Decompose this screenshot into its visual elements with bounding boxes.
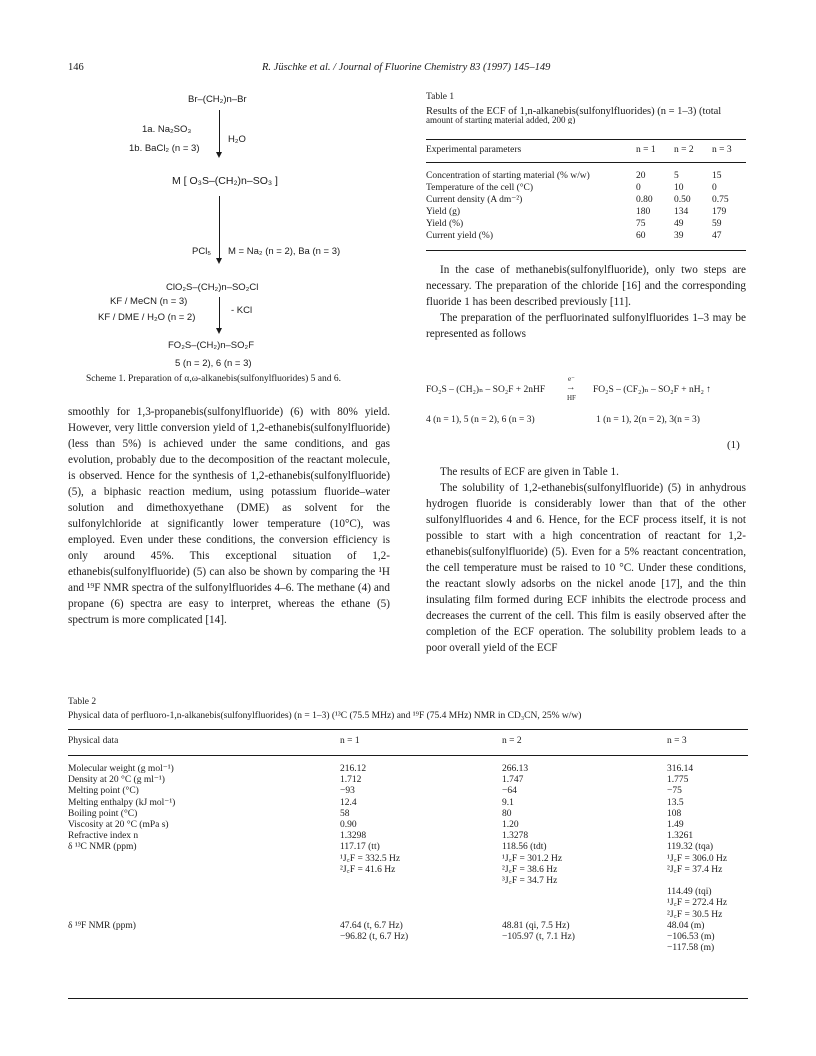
table2-row-value: 316.14 xyxy=(667,764,694,774)
table1-row-value: 39 xyxy=(674,231,684,241)
table1-header-row xyxy=(426,145,746,155)
table2-row-value xyxy=(502,910,667,921)
page-number: 146 xyxy=(68,62,84,73)
table2-row-label xyxy=(68,854,340,865)
table1-row-label: Current yield (%) xyxy=(426,231,494,241)
table1-row-value: 49 xyxy=(674,219,684,229)
table2-row-value: 108 xyxy=(667,808,682,819)
right-paragraph-1: In the case of methanebis(sulfonylfluoride), only two steps are necessary. The preparation of the chloride [16] and the corresponding fluoride 1 has been described previously [11]. xyxy=(426,264,746,308)
running-head: R. Jüschke et al. / Journal of Fluorine Chemistry 83 (1997) 145–149 xyxy=(262,62,551,73)
table2-row xyxy=(68,809,748,820)
table1-header: Experimental parameters xyxy=(426,145,522,155)
table2-row xyxy=(68,887,748,898)
table1-row-value: 60 xyxy=(636,231,646,241)
table2-row-value: ²J꜀F = 37.4 Hz xyxy=(667,864,723,875)
right-column-text-top xyxy=(426,262,746,342)
table2-row-value: −96.82 (t, 6.7 Hz) xyxy=(340,932,409,943)
equation-labels-left: 4 (n = 1), 5 (n = 2), 6 (n = 3) xyxy=(426,415,535,425)
table2-row-value: 1.712 xyxy=(340,775,362,786)
scheme-arrowhead-3 xyxy=(216,328,222,334)
equation-above: e⁻ xyxy=(568,375,575,383)
table2-row-value: 47.64 (t, 6.7 Hz) xyxy=(340,920,403,931)
table2-row xyxy=(68,865,748,876)
table2-row-value: 119.32 (tqa) xyxy=(667,842,714,853)
table1-header: n = 1 xyxy=(636,145,656,155)
table1-row-value: 10 xyxy=(674,183,684,193)
table1-row-value: 0.80 xyxy=(636,195,653,205)
table2-row-label xyxy=(68,876,340,887)
table1-row-label: Yield (g) xyxy=(426,207,461,217)
table1-grid xyxy=(426,145,746,155)
table1-header-rule xyxy=(426,162,746,163)
table2-header xyxy=(68,736,748,746)
table1-label: Table 1 xyxy=(426,92,455,102)
table2-row-label: Molecular weight (g mol⁻¹) xyxy=(68,764,174,774)
table2-row-value xyxy=(340,887,502,898)
right-paragraph-3: The results of ECF are given in Table 1. xyxy=(440,466,619,478)
table2-header: n = 1 xyxy=(340,736,360,746)
table2-row-value xyxy=(340,898,502,909)
right-paragraph-4: The solubility of 1,2-ethanebis(sulfonylfluoride) (5) in anhydrous hydrogen fluoride is considerably lower than that of the other sulfonylfluorides 4 and 6. Hence, for the ECF process itself, it is not possible to start with a high concentration of reactant for 1,2-ethanebis(sulfonylfluoride) (5). Even for a 5% reactant concentration, the cell temperature must be raised to 10 °C. Under these conditions, the reactant slowly adsorbs on the nickel anode [17], and the thin insulating film formed during ECF inhibits the electrode process and decreases the current of the cell. This film is easily observed after the completion of the ECF operation. The solubility problem leads to a poor overall yield of the ECF xyxy=(426,482,746,654)
table1-row-value: 0 xyxy=(636,183,641,193)
right-column-text-bottom xyxy=(426,464,746,656)
table2-row xyxy=(68,786,748,797)
table1-row-value: 75 xyxy=(636,219,646,229)
equation-arrow: → xyxy=(566,383,576,393)
scheme-arrow-3 xyxy=(219,297,220,330)
left-column-text xyxy=(68,404,390,628)
table2-row-value: 48.04 (m) xyxy=(667,920,705,931)
table1-row-label: Temperature of the cell (°C) xyxy=(426,183,534,193)
table2-row-label xyxy=(68,887,340,898)
table1-row-label: Concentration of starting material (% w/w) xyxy=(426,171,590,181)
table2-row-value: ²J꜀F = 30.5 Hz xyxy=(667,909,723,920)
equation-number: (1) xyxy=(727,439,740,451)
table1-row-value: 179 xyxy=(712,207,727,217)
table2-bottom-rule xyxy=(68,998,748,999)
table2-row-label: Boiling point (°C) xyxy=(68,808,138,819)
table1-row xyxy=(426,206,746,218)
table2-row-label: δ ¹³C NMR (ppm) xyxy=(68,842,137,853)
table2-row xyxy=(68,820,748,831)
table2-row xyxy=(68,775,748,786)
scheme-reagent-1a: 1a. Na₂SO₃ xyxy=(142,124,192,135)
table2-row-label: Viscosity at 20 °C (mPa s) xyxy=(68,820,169,831)
table2-row-label: Melting point (°C) xyxy=(68,786,139,797)
left-paragraph: smoothly for 1,3-propanebis(sulfonylfluoride) (6) with 80% yield. However, very little conversion yield of 1,2-ethanebis(sulfonylfluoride) (less than 5%) is achieved under the same conditions, and gas evolution, probably due to the decomposition of the reactant molecule, is observed. Hence for the synthesis of 1,2-ethanebis(sulfonylfluoride) (5), a biphasic reaction medium, using potassium fluoride–water solution and dimethoxyethane (DME) as solvent for the sulfonylchloride at significantly lower temperature (10°C), was employed. Even under these conditions, the conversion efficiency is only around 45%. This exceptional situation of 1,2-ethanebis(sulfonylfluoride) (5) can also be shown by comparing the ¹H and ¹⁹F NMR spectra of the sulfonylfluorides 4–6. The methane (4) and propane (6) spectra are easy to interpret, whereas the ethane (5) spectrum is more complicated [14]. xyxy=(68,406,390,626)
table2-row xyxy=(68,932,748,943)
table2-row-value: 9.1 xyxy=(502,797,514,808)
table2-row xyxy=(68,798,748,809)
table2-header-rule xyxy=(68,755,748,756)
table2-row-value xyxy=(340,910,502,921)
scheme-byproduct-3: - KCl xyxy=(231,305,253,316)
table2-row xyxy=(68,910,748,921)
table1-row-value: 134 xyxy=(674,207,689,217)
table2-row-value: ¹J꜀F = 306.0 Hz xyxy=(667,853,728,864)
equation-below: HF xyxy=(567,394,576,402)
table1-row-value: 20 xyxy=(636,171,646,181)
table1-bottom-rule xyxy=(426,250,746,251)
equation-labels-right: 1 (n = 1), 2(n = 2), 3(n = 3) xyxy=(596,415,700,425)
table2-row-value: 13.5 xyxy=(667,797,684,808)
table2-row-value: ¹J꜀F = 272.4 Hz xyxy=(667,898,728,909)
right-paragraph-2: The preparation of the perfluorinated sulfonylfluorides 1–3 may be represented as follows xyxy=(426,312,746,340)
scheme-start: Br–(CH₂)n–Br xyxy=(188,94,247,105)
table2-row-value: 1.3261 xyxy=(667,831,694,842)
table2-row xyxy=(68,943,748,954)
table2-row xyxy=(68,831,748,842)
table2-row-value: 1.20 xyxy=(502,820,519,831)
table2-row-value: 1.747 xyxy=(502,775,524,786)
scheme-product-labels: 5 (n = 2), 6 (n = 3) xyxy=(175,358,252,369)
table2-row-value xyxy=(340,876,502,887)
table1-row xyxy=(426,194,746,206)
table1-row xyxy=(426,218,746,230)
table2-row-value: −105.97 (t, 7.1 Hz) xyxy=(502,932,575,943)
table2-row-value: −117.58 (m) xyxy=(667,943,715,954)
table1-row-value: 47 xyxy=(712,231,722,241)
table2-row-value: ¹J꜀F = 301.2 Hz xyxy=(502,853,563,864)
table2-row-value: ²J꜀F = 41.6 Hz xyxy=(340,864,396,875)
scheme-solvent-1: H₂O xyxy=(228,134,246,145)
table2-row-value: 80 xyxy=(502,808,512,819)
table2-row-value: 48.81 (qi, 7.5 Hz) xyxy=(502,920,570,931)
scheme-note-2: M = Na₂ (n = 2), Ba (n = 3) xyxy=(228,246,341,257)
table2-row-value xyxy=(340,943,502,954)
equation-rhs: FO₂S – (CF₂)ₙ – SO₂F + nH₂ ↑ xyxy=(593,385,712,395)
table2-row-value: 1.3298 xyxy=(340,831,367,842)
table2-row-value xyxy=(667,876,748,887)
table2-label: Table 2 xyxy=(68,697,97,707)
table2-row-value: 216.12 xyxy=(340,764,367,774)
table1-row-value: 0.50 xyxy=(674,195,691,205)
table1-title-cont: amount of starting material added, 200 g) xyxy=(426,115,576,124)
table1-row-value: 0.75 xyxy=(712,195,729,205)
table1-row-value: 5 xyxy=(674,171,679,181)
table2-row-value xyxy=(502,943,667,954)
table2-row xyxy=(68,876,748,887)
table1-body xyxy=(426,170,746,242)
table1 xyxy=(426,92,746,124)
table2-row-label: δ ¹⁹F NMR (ppm) xyxy=(68,920,136,931)
table2-header-row xyxy=(68,736,748,746)
table2-row-value xyxy=(502,887,667,898)
table2-row-value: 266.13 xyxy=(502,764,529,774)
table2-row-value: 1.3278 xyxy=(502,831,529,842)
table1-header: n = 3 xyxy=(712,145,732,155)
table2-row-label: Melting enthalpy (kJ mol⁻¹) xyxy=(68,797,176,808)
table2-top-rule xyxy=(68,729,748,730)
table2-row xyxy=(68,898,748,909)
table2-row xyxy=(68,854,748,865)
table2-row-value: ¹J꜀F = 332.5 Hz xyxy=(340,853,401,864)
table2-row-value: 1.775 xyxy=(667,775,689,786)
table2-row-value: 12.4 xyxy=(340,797,357,808)
table1-row-value: 0 xyxy=(712,183,717,193)
table2-row-label xyxy=(68,898,340,909)
scheme-reagent-2: PCl₅ xyxy=(192,246,212,257)
table2-row-label: Refractive index n xyxy=(68,831,139,842)
scheme-arrow-2 xyxy=(219,196,220,260)
scheme-intermediate-1: M [ O₃S–(CH₂)n–SO₃ ] xyxy=(172,175,278,187)
scheme-intermediate-2: ClO₂S–(CH₂)n–SO₂Cl xyxy=(166,282,259,293)
table1-row-label: Yield (%) xyxy=(426,219,464,229)
table2-row-label xyxy=(68,932,340,943)
table2-row-label xyxy=(68,910,340,921)
table2-row-value: 118.56 (tdt) xyxy=(502,842,547,853)
table1-top-rule xyxy=(426,139,746,140)
scheme-arrowhead-2 xyxy=(216,258,222,264)
table2-header: n = 2 xyxy=(502,736,522,746)
scheme-reagent-3a: KF / MeCN (n = 3) xyxy=(110,296,188,307)
table2-body xyxy=(68,764,748,954)
table1-header: n = 2 xyxy=(674,145,694,155)
table2-header: Physical data xyxy=(68,736,119,746)
table2-row-value xyxy=(502,898,667,909)
table2-row-value: ³J꜀F = 34.7 Hz xyxy=(502,876,558,887)
table2-row-value: 1.49 xyxy=(667,820,684,831)
table1-title: Results of the ECF of 1,n-alkanebis(sulfonylfluorides) (n = 1–3) (total xyxy=(426,106,722,117)
table2-row-value: −106.53 (m) xyxy=(667,932,715,943)
equation-lhs: FO₂S – (CH₂)ₙ – SO₂F + 2nHF xyxy=(426,385,546,395)
scheme-reagent-1b: 1b. BaCl₂ (n = 3) xyxy=(129,143,200,154)
scheme-product: FO₂S–(CH₂)n–SO₂F xyxy=(168,340,255,351)
table1-row-value: 15 xyxy=(712,171,722,181)
table1-row-value: 180 xyxy=(636,207,651,217)
table2-row-value: 114.49 (tqi) xyxy=(667,887,712,898)
table2-row-label xyxy=(68,943,340,954)
table2-row-label xyxy=(68,865,340,876)
scheme-reagent-3b: KF / DME / H₂O (n = 2) xyxy=(98,312,196,323)
table2-row-value: ²J꜀F = 38.6 Hz xyxy=(502,864,558,875)
table2-row xyxy=(68,842,748,853)
table1-row xyxy=(426,182,746,194)
scheme-arrow-1 xyxy=(219,110,220,154)
table2-row xyxy=(68,764,748,775)
table2-row-value: 58 xyxy=(340,808,350,819)
table1-row-label: Current density (A dm⁻²) xyxy=(426,195,523,205)
table2-row xyxy=(68,921,748,932)
table2-row-value: 117.17 (tt) xyxy=(340,842,380,853)
table2-row-value: 0.90 xyxy=(340,820,357,831)
table2-row-value: −93 xyxy=(340,786,355,797)
table2-row-label: Density at 20 °C (g ml⁻¹) xyxy=(68,775,165,786)
scheme-caption: Scheme 1. Preparation of α,ω-alkanebis(sulfonylfluorides) 5 and 6. xyxy=(86,374,341,384)
scheme-arrowhead-1 xyxy=(216,152,222,158)
table2-header: n = 3 xyxy=(667,736,687,746)
table1-row-value: 59 xyxy=(712,219,722,229)
table2-row-value: −75 xyxy=(667,786,682,797)
table1-row xyxy=(426,170,746,182)
table2-title: Physical data of perfluoro-1,n-alkanebis(sulfonylfluorides) (n = 1–3) (¹³C (75.5 MHz) and ¹⁹F (75.4 MHz) NMR in CD₃CN, 25% w/w) xyxy=(68,711,582,721)
table2-row-value: −64 xyxy=(502,786,517,797)
table1-row xyxy=(426,230,746,242)
